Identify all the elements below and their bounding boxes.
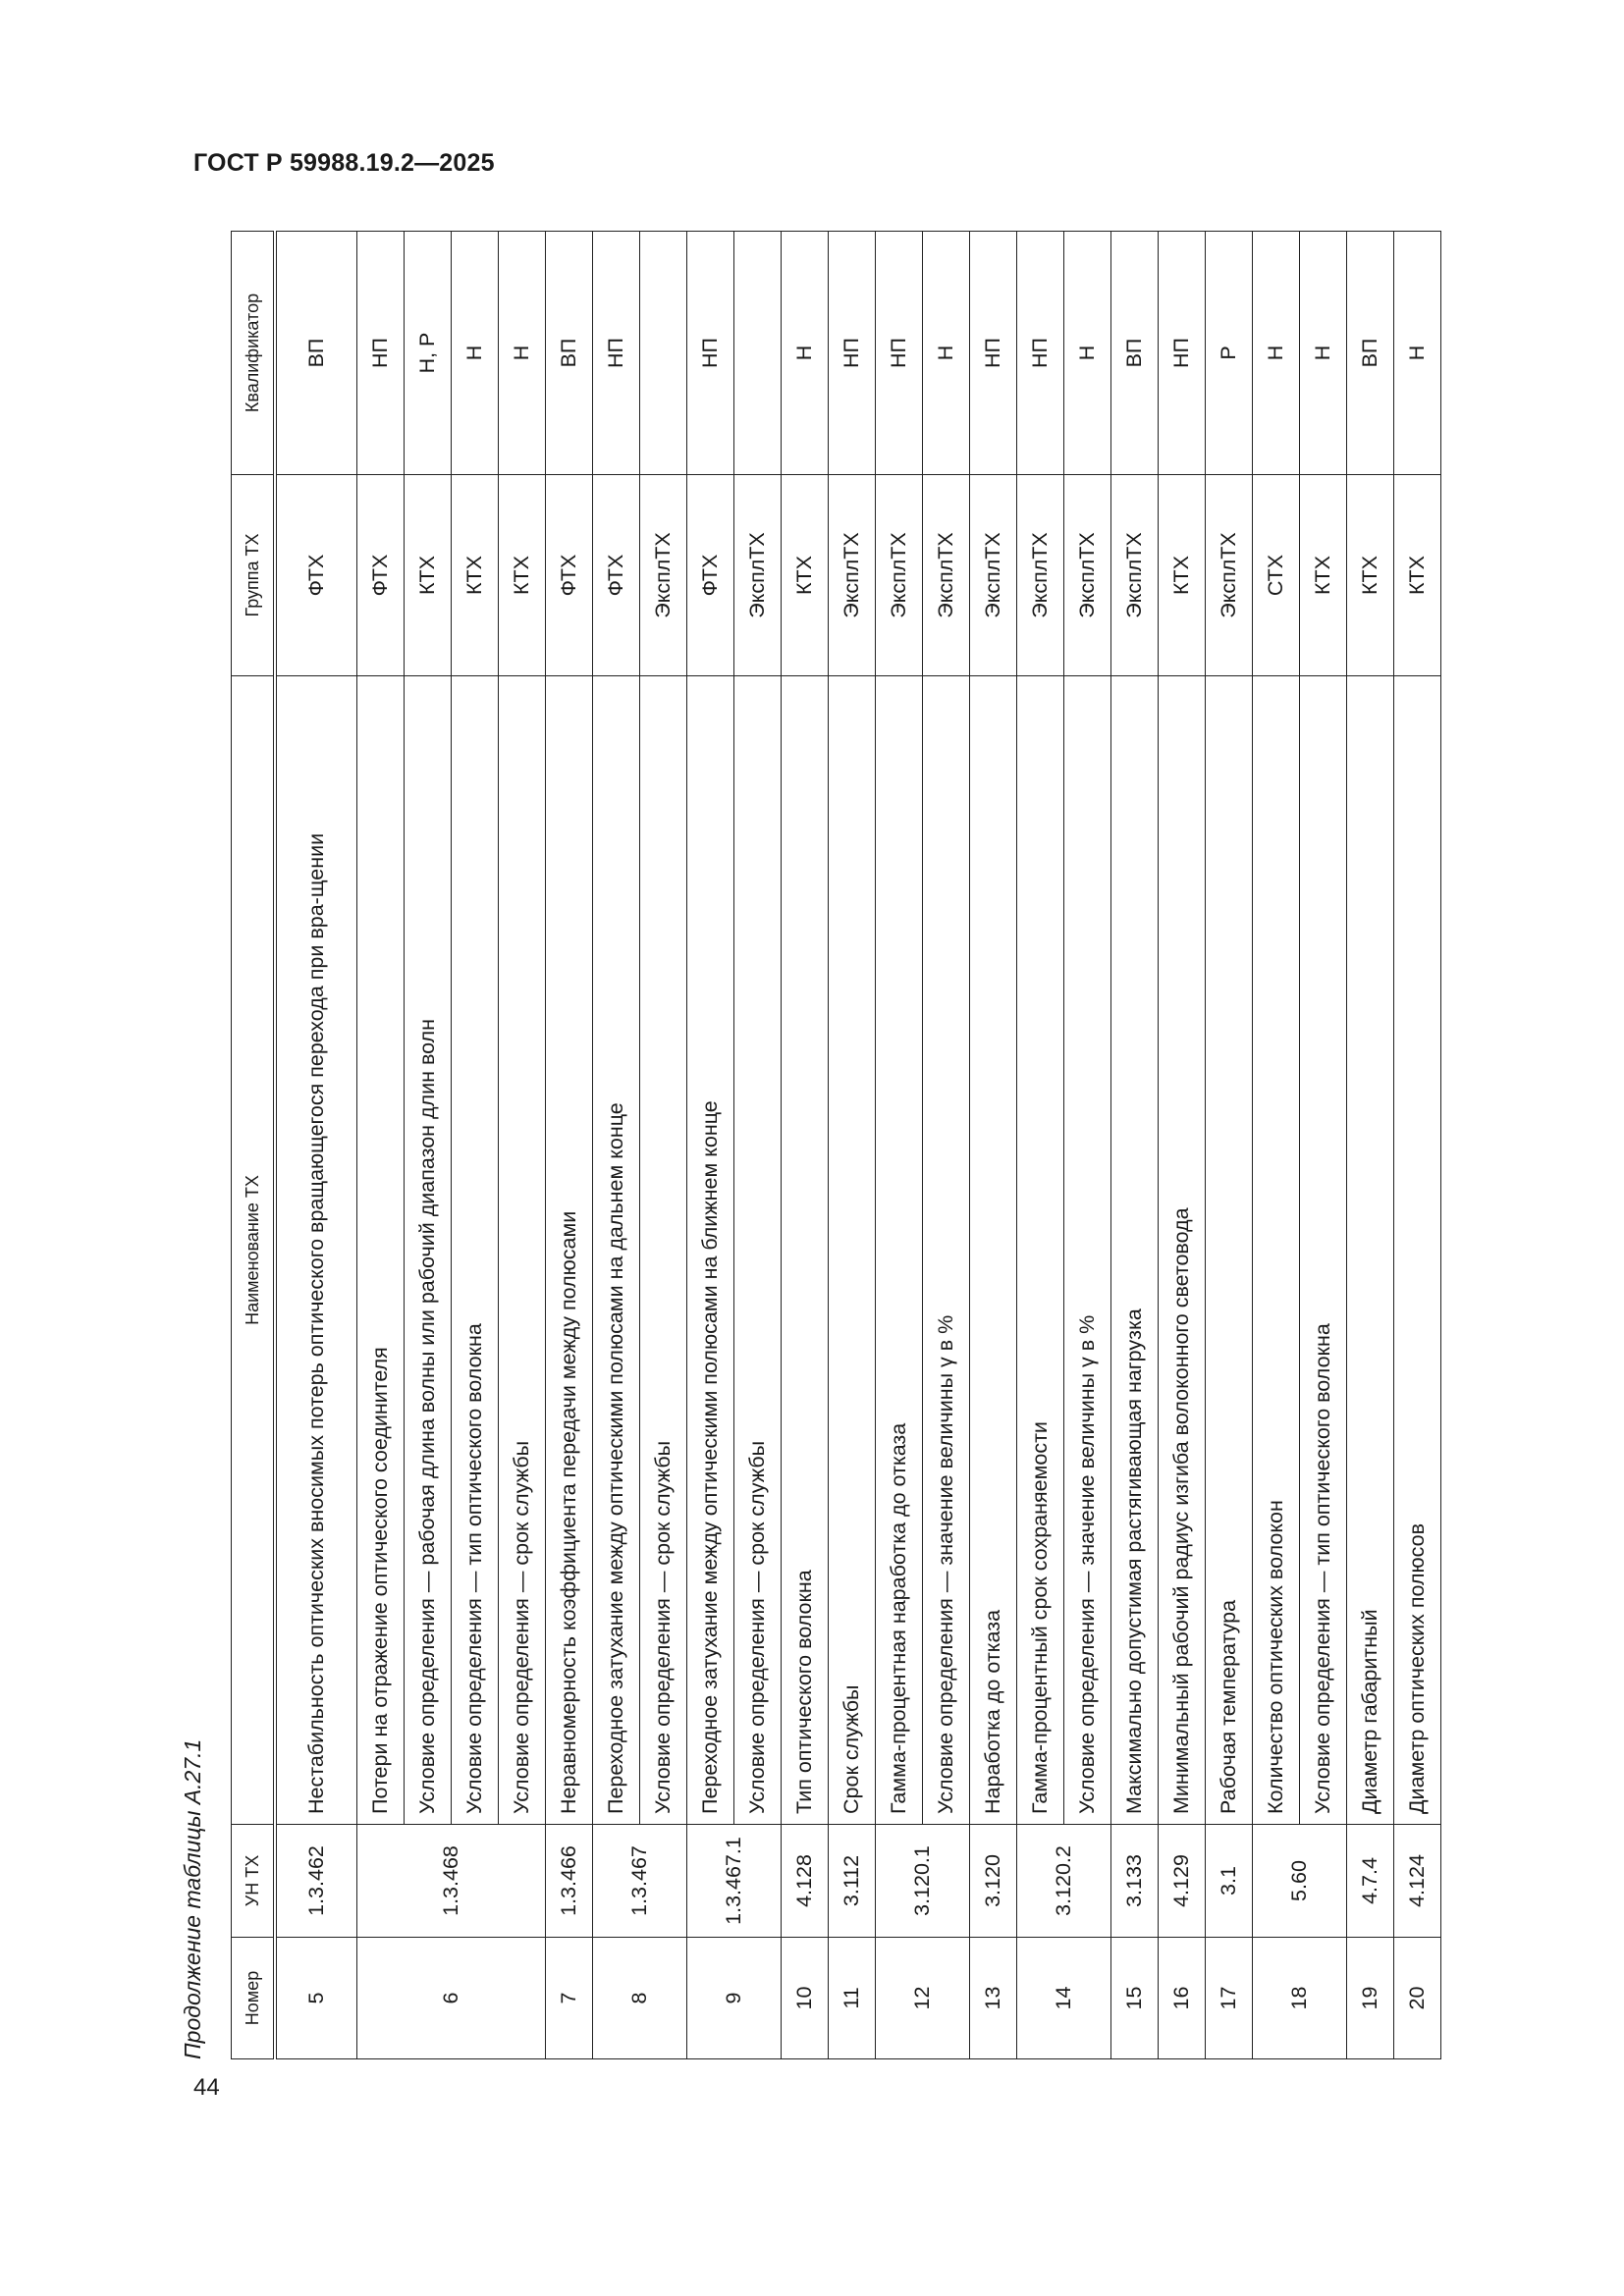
cell-qualifier: ВП: [275, 232, 356, 475]
table-row: [275, 232, 356, 2059]
cell-group: ЭксплТХ: [922, 475, 969, 676]
document-header: ГОСТ Р 59988.19.2—2025: [193, 149, 495, 177]
table-row: [1346, 232, 1393, 2059]
cell-group: КТХ: [1393, 475, 1440, 676]
cell-name: Диаметр габаритный: [1346, 676, 1393, 1825]
table-row: [356, 232, 404, 2059]
cell-number: 19: [1346, 1938, 1393, 2059]
cell-number: 11: [828, 1938, 875, 2059]
table-row: [1205, 232, 1252, 2059]
cell-qualifier: НП: [875, 232, 922, 475]
cell-name: Срок службы: [828, 676, 875, 1825]
cell-qualifier: НП: [592, 232, 639, 475]
table-row: [404, 232, 451, 2059]
cell-group: ЭксплТХ: [1110, 475, 1158, 676]
table-row: [969, 232, 1016, 2059]
cell-name: Неравномерность коэффициента передачи между полюсами: [545, 676, 592, 1825]
column-header-qualifier: Квалификатор: [232, 232, 276, 475]
cell-qualifier: Н: [1393, 232, 1440, 475]
cell-group: КТХ: [404, 475, 451, 676]
table-row: [686, 232, 733, 2059]
cell-number: 8: [592, 1938, 686, 2059]
table-row: [875, 232, 922, 2059]
cell-qualifier: ВП: [1110, 232, 1158, 475]
cell-group: ФТХ: [356, 475, 404, 676]
table-row: [781, 232, 828, 2059]
cell-group: ЭксплТХ: [875, 475, 922, 676]
cell-name: Переходное затухание между оптическими полюсами на ближнем конце: [686, 676, 733, 1825]
table-row: [451, 232, 498, 2059]
cell-name: Потери на отражение оптического соединителя: [356, 676, 404, 1825]
cell-qualifier: НП: [356, 232, 404, 475]
cell-name: Рабочая температура: [1205, 676, 1252, 1825]
cell-code: 5.60: [1252, 1825, 1346, 1938]
cell-code: 1.3.462: [275, 1825, 356, 1938]
cell-qualifier: Н: [781, 232, 828, 475]
cell-name: Диаметр оптических полюсов: [1393, 676, 1440, 1825]
column-header-code: УН ТХ: [232, 1825, 276, 1938]
cell-code: 4.129: [1158, 1825, 1205, 1938]
cell-group: КТХ: [1346, 475, 1393, 676]
cell-number: 10: [781, 1938, 828, 2059]
table-row: [639, 232, 686, 2059]
cell-name: Условие определения — рабочая длина волны или рабочий диапазон длин волн: [404, 676, 451, 1825]
cell-qualifier: ВП: [545, 232, 592, 475]
cell-group: ФТХ: [686, 475, 733, 676]
cell-code: 3.120.2: [1016, 1825, 1110, 1938]
cell-name: Минимальный рабочий радиус изгиба волоконного световода: [1158, 676, 1205, 1825]
cell-qualifier: Н: [1252, 232, 1299, 475]
cell-name: Переходное затухание между оптическими полюсами на дальнем конце: [592, 676, 639, 1825]
cell-name: Нестабильность оптических вносимых потерь оптического вращающегося перехода при вра-щении: [275, 676, 356, 1825]
cell-qualifier: Р: [1205, 232, 1252, 475]
cell-group: ФТХ: [592, 475, 639, 676]
cell-name: Условие определения — значение величины γ в %: [1063, 676, 1110, 1825]
cell-code: 3.112: [828, 1825, 875, 1938]
cell-qualifier: НП: [1016, 232, 1063, 475]
cell-group: СТХ: [1252, 475, 1299, 676]
cell-group: ЭксплТХ: [969, 475, 1016, 676]
cell-code: 3.1: [1205, 1825, 1252, 1938]
cell-qualifier: НП: [1158, 232, 1205, 475]
cell-code: 3.133: [1110, 1825, 1158, 1938]
cell-name: Гамма-процентный срок сохраняемости: [1016, 676, 1063, 1825]
cell-group: КТХ: [1299, 475, 1346, 676]
cell-name: Тип оптического волокна: [781, 676, 828, 1825]
table-row: [1299, 232, 1346, 2059]
cell-number: 12: [875, 1938, 969, 2059]
cell-number: 13: [969, 1938, 1016, 2059]
cell-qualifier: ВП: [1346, 232, 1393, 475]
column-header-number: Номер: [232, 1938, 276, 2059]
cell-number: 18: [1252, 1938, 1346, 2059]
column-header-group: Группа ТХ: [232, 475, 276, 676]
cell-code: 1.3.468: [356, 1825, 545, 1938]
cell-group: ФТХ: [545, 475, 592, 676]
cell-code: 1.3.467.1: [686, 1825, 781, 1938]
cell-name: Максимально допустимая растягивающая нагрузка: [1110, 676, 1158, 1825]
table-row: [498, 232, 545, 2059]
cell-code: 3.120.1: [875, 1825, 969, 1938]
cell-qualifier: Н, Р: [404, 232, 451, 475]
cell-name: Условие определения — значение величины γ в %: [922, 676, 969, 1825]
table-row: [1016, 232, 1063, 2059]
cell-name: Условие определения — срок службы: [733, 676, 781, 1825]
cell-name: Количество оптических волокон: [1252, 676, 1299, 1825]
table-row: [828, 232, 875, 2059]
cell-group: ЭксплТХ: [1016, 475, 1063, 676]
table-row: [1393, 232, 1440, 2059]
cell-qualifier: Н: [1063, 232, 1110, 475]
cell-number: 15: [1110, 1938, 1158, 2059]
cell-qualifier: НП: [828, 232, 875, 475]
cell-number: 6: [356, 1938, 545, 2059]
table-header-row: [232, 232, 276, 2059]
cell-qualifier: Н: [1299, 232, 1346, 475]
cell-qualifier: Н: [922, 232, 969, 475]
table-row: [1158, 232, 1205, 2059]
page-number: 44: [193, 2074, 220, 2101]
cell-code: 1.3.467: [592, 1825, 686, 1938]
cell-group: ЭксплТХ: [1205, 475, 1252, 676]
cell-name: Условие определения — тип оптического волокна: [1299, 676, 1346, 1825]
table-row: [1063, 232, 1110, 2059]
table-row: [592, 232, 639, 2059]
cell-number: 16: [1158, 1938, 1205, 2059]
characteristics-table: [231, 231, 1441, 2059]
column-header-name: Наименование ТХ: [232, 676, 276, 1825]
cell-number: 20: [1393, 1938, 1440, 2059]
cell-name: Условие определения — срок службы: [639, 676, 686, 1825]
table-caption: Продолжение таблицы А.27.1: [180, 1738, 205, 2059]
cell-qualifier: [733, 232, 781, 475]
cell-code: 4.124: [1393, 1825, 1440, 1938]
cell-qualifier: НП: [686, 232, 733, 475]
cell-group: ФТХ: [275, 475, 356, 676]
cell-code: 4.128: [781, 1825, 828, 1938]
cell-name: Условие определения — тип оптического волокна: [451, 676, 498, 1825]
rotated-table-region: [168, 232, 1484, 2059]
cell-group: КТХ: [451, 475, 498, 676]
cell-code: 3.120: [969, 1825, 1016, 1938]
cell-number: 5: [275, 1938, 356, 2059]
cell-number: 17: [1205, 1938, 1252, 2059]
cell-number: 14: [1016, 1938, 1110, 2059]
table-row: [1110, 232, 1158, 2059]
cell-group: ЭксплТХ: [733, 475, 781, 676]
cell-qualifier: Н: [498, 232, 545, 475]
cell-group: КТХ: [1158, 475, 1205, 676]
table-row: [1252, 232, 1299, 2059]
cell-name: Гамма-процентная наработка до отказа: [875, 676, 922, 1825]
cell-number: 9: [686, 1938, 781, 2059]
cell-name: Наработка до отказа: [969, 676, 1016, 1825]
cell-group: ЭксплТХ: [828, 475, 875, 676]
cell-code: 1.3.466: [545, 1825, 592, 1938]
table-row: [922, 232, 969, 2059]
cell-qualifier: НП: [969, 232, 1016, 475]
cell-group: КТХ: [781, 475, 828, 676]
cell-qualifier: Н: [451, 232, 498, 475]
cell-name: Условие определения — срок службы: [498, 676, 545, 1825]
table-row: [545, 232, 592, 2059]
cell-code: 4.7.4: [1346, 1825, 1393, 1938]
cell-group: ЭксплТХ: [1063, 475, 1110, 676]
cell-qualifier: [639, 232, 686, 475]
table-row: [733, 232, 781, 2059]
cell-group: КТХ: [498, 475, 545, 676]
cell-number: 7: [545, 1938, 592, 2059]
cell-group: ЭксплТХ: [639, 475, 686, 676]
